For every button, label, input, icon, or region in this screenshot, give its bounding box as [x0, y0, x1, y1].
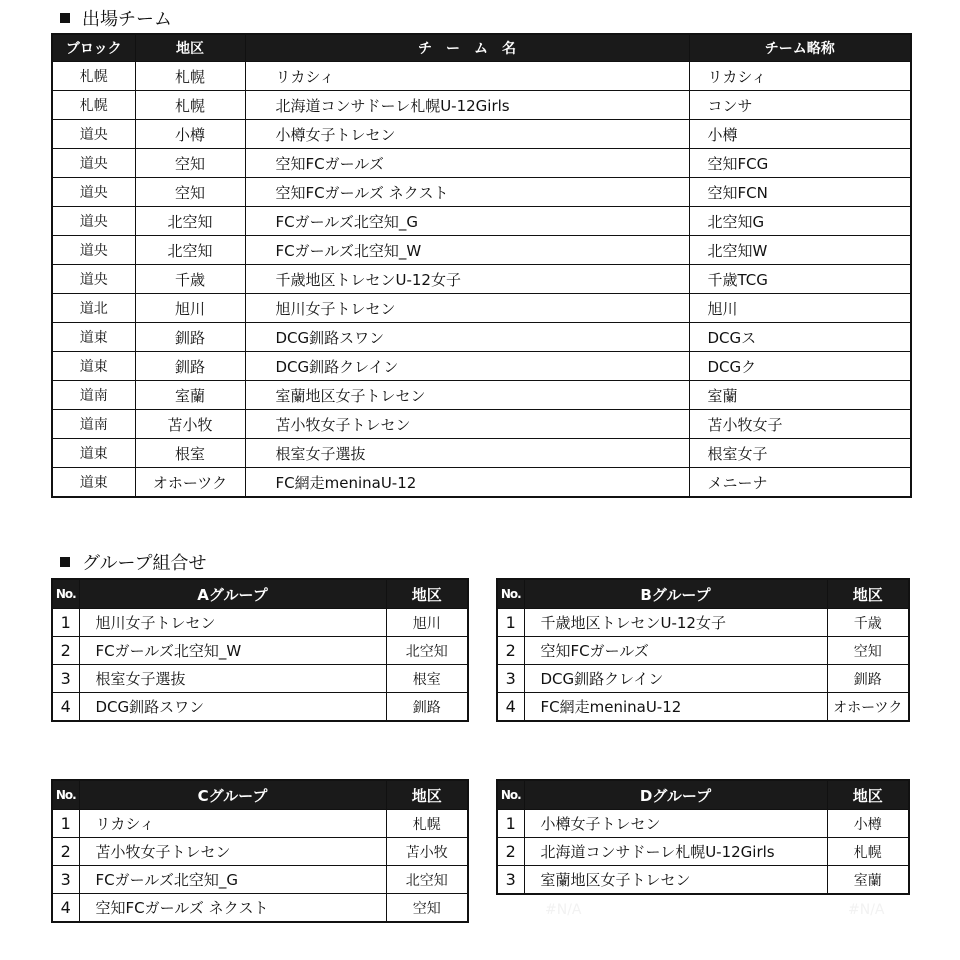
team-name-cell: 苫小牧女子トレセン: [245, 410, 689, 439]
group-name-cell: 根室女子選抜: [79, 665, 386, 693]
table-row: [52, 866, 468, 894]
table-row: [52, 894, 468, 923]
team-area-cell: 札幌: [135, 62, 245, 91]
team-abbr-cell: DCGス: [689, 323, 911, 352]
team-name-cell: 空知FCガールズ ネクスト: [245, 178, 689, 207]
team-block-cell: 道北: [52, 294, 135, 323]
team-name-cell: 千歳地区トレセンU-12女子: [245, 265, 689, 294]
team-block-cell: 道東: [52, 439, 135, 468]
team-block-cell: 道央: [52, 265, 135, 294]
group-no-cell: 3: [52, 665, 79, 693]
group-header-no: No.: [52, 780, 79, 810]
group-no-cell: 2: [52, 838, 79, 866]
group-area-cell: 北空知: [386, 637, 468, 665]
group-header-area: 地区: [386, 579, 468, 609]
table-row: [52, 838, 468, 866]
team-area-cell: 釧路: [135, 323, 245, 352]
team-name-cell: 小樽女子トレセン: [245, 120, 689, 149]
team-abbr-cell: 苫小牧女子: [689, 410, 911, 439]
table-row: [52, 439, 911, 468]
group-name-cell: FCガールズ北空知_W: [79, 637, 386, 665]
team-name-cell: FCガールズ北空知_W: [245, 236, 689, 265]
team-name-cell: 旭川女子トレセン: [245, 294, 689, 323]
group-header-no: No.: [52, 579, 79, 609]
group-no-cell: 4: [52, 894, 79, 923]
groups-section-title: グループ組合せ: [60, 553, 207, 575]
team-area-cell: 苫小牧: [135, 410, 245, 439]
group-no-cell: 1: [497, 609, 524, 637]
group-area-cell: 北空知: [386, 866, 468, 894]
group-table-header: [52, 579, 468, 609]
group-a-table: [51, 578, 469, 722]
group-header-name: Bグループ: [524, 579, 827, 609]
team-area-cell: 札幌: [135, 91, 245, 120]
group-name-cell: DCG釧路クレイン: [524, 665, 827, 693]
table-row: [52, 178, 911, 207]
group-name-cell: 旭川女子トレセン: [79, 609, 386, 637]
group-area-cell: 室蘭: [827, 866, 909, 895]
team-area-cell: 旭川: [135, 294, 245, 323]
header-team-abbr: チーム略称: [689, 34, 911, 62]
team-area-cell: 北空知: [135, 236, 245, 265]
team-block-cell: 札幌: [52, 91, 135, 120]
group-header-area: 地区: [827, 579, 909, 609]
group-name-cell: DCG釧路スワン: [79, 693, 386, 722]
group-header-area: 地区: [386, 780, 468, 810]
team-block-cell: 道央: [52, 236, 135, 265]
group-area-cell: 札幌: [386, 810, 468, 838]
team-name-cell: リカシィ: [245, 62, 689, 91]
team-abbr-cell: 空知FCN: [689, 178, 911, 207]
group-area-cell: 千歳: [827, 609, 909, 637]
group-name-cell: 千歳地区トレセンU-12女子: [524, 609, 827, 637]
group-area-cell: 空知: [827, 637, 909, 665]
group-name-cell: 小樽女子トレセン: [524, 810, 827, 838]
table-row: [52, 410, 911, 439]
group-no-cell: 2: [52, 637, 79, 665]
team-abbr-cell: メニーナ: [689, 468, 911, 498]
group-d-na-area: #N/A: [848, 902, 885, 918]
team-area-cell: 空知: [135, 149, 245, 178]
group-header-name: Aグループ: [79, 579, 386, 609]
group-table-header: [52, 780, 468, 810]
header-block: ブロック: [52, 34, 135, 62]
team-name-cell: DCG釧路スワン: [245, 323, 689, 352]
table-row: [52, 265, 911, 294]
group-header-name: Cグループ: [79, 780, 386, 810]
square-bullet-icon: [60, 557, 70, 567]
team-block-cell: 道南: [52, 410, 135, 439]
table-row: [52, 149, 911, 178]
team-area-cell: 根室: [135, 439, 245, 468]
group-header-no: No.: [497, 579, 524, 609]
team-area-cell: 千歳: [135, 265, 245, 294]
team-abbr-cell: 千歳TCG: [689, 265, 911, 294]
group-table-header: [497, 579, 909, 609]
team-abbr-cell: リカシィ: [689, 62, 911, 91]
group-name-cell: 空知FCガールズ: [524, 637, 827, 665]
team-area-cell: 室蘭: [135, 381, 245, 410]
square-bullet-icon: [60, 13, 70, 23]
team-block-cell: 道南: [52, 381, 135, 410]
teams-table: [51, 33, 912, 498]
group-area-cell: 釧路: [827, 665, 909, 693]
team-abbr-cell: 小樽: [689, 120, 911, 149]
table-row: [52, 91, 911, 120]
table-row: [52, 381, 911, 410]
group-d-table: [496, 779, 910, 895]
team-area-cell: 釧路: [135, 352, 245, 381]
group-name-cell: 苫小牧女子トレセン: [79, 838, 386, 866]
table-row: [52, 665, 468, 693]
table-row: [52, 609, 468, 637]
table-row: [52, 207, 911, 236]
group-no-cell: 3: [497, 665, 524, 693]
team-abbr-cell: 北空知G: [689, 207, 911, 236]
group-area-cell: 札幌: [827, 838, 909, 866]
group-b-table: [496, 578, 910, 722]
group-no-cell: 4: [497, 693, 524, 722]
team-block-cell: 道東: [52, 323, 135, 352]
table-row: [52, 323, 911, 352]
team-name-cell: FC網走meninaU-12: [245, 468, 689, 498]
table-row: [52, 236, 911, 265]
group-area-cell: 空知: [386, 894, 468, 923]
table-row: [52, 810, 468, 838]
table-row: [52, 120, 911, 149]
group-c-table: [51, 779, 469, 923]
group-area-cell: 苫小牧: [386, 838, 468, 866]
team-area-cell: 北空知: [135, 207, 245, 236]
group-name-cell: FC網走meninaU-12: [524, 693, 827, 722]
team-name-cell: 根室女子選抜: [245, 439, 689, 468]
group-name-cell: 室蘭地区女子トレセン: [524, 866, 827, 895]
table-row: [497, 810, 909, 838]
group-name-cell: リカシィ: [79, 810, 386, 838]
teams-table-header: [52, 34, 911, 62]
group-no-cell: 3: [52, 866, 79, 894]
team-abbr-cell: 旭川: [689, 294, 911, 323]
group-name-cell: 北海道コンサドーレ札幌U-12Girls: [524, 838, 827, 866]
group-no-cell: 4: [52, 693, 79, 722]
table-row: [52, 637, 468, 665]
team-name-cell: FCガールズ北空知_G: [245, 207, 689, 236]
group-area-cell: 小樽: [827, 810, 909, 838]
table-row: [497, 637, 909, 665]
group-area-cell: 旭川: [386, 609, 468, 637]
table-row: [52, 294, 911, 323]
table-row: [497, 866, 909, 895]
table-row: [497, 609, 909, 637]
team-block-cell: 道央: [52, 207, 135, 236]
group-no-cell: 2: [497, 838, 524, 866]
table-row: [52, 693, 468, 722]
group-no-cell: 3: [497, 866, 524, 895]
team-name-cell: 空知FCガールズ: [245, 149, 689, 178]
team-abbr-cell: DCGク: [689, 352, 911, 381]
team-abbr-cell: 根室女子: [689, 439, 911, 468]
team-area-cell: 空知: [135, 178, 245, 207]
team-abbr-cell: 空知FCG: [689, 149, 911, 178]
header-area: 地区: [135, 34, 245, 62]
group-area-cell: オホーツク: [827, 693, 909, 722]
team-abbr-cell: コンサ: [689, 91, 911, 120]
group-header-no: No.: [497, 780, 524, 810]
team-abbr-cell: 室蘭: [689, 381, 911, 410]
table-row: [497, 665, 909, 693]
team-block-cell: 道央: [52, 178, 135, 207]
team-block-cell: 道東: [52, 468, 135, 498]
group-no-cell: 1: [52, 609, 79, 637]
table-row: [497, 693, 909, 722]
table-row: [52, 468, 911, 498]
group-no-cell: 1: [52, 810, 79, 838]
group-area-cell: 釧路: [386, 693, 468, 722]
group-d-na-name: #N/A: [545, 902, 582, 918]
team-block-cell: 札幌: [52, 62, 135, 91]
header-team-name: チ ー ム 名: [245, 34, 689, 62]
team-name-cell: 北海道コンサドーレ札幌U-12Girls: [245, 91, 689, 120]
team-area-cell: 小樽: [135, 120, 245, 149]
table-row: [52, 352, 911, 381]
group-name-cell: 空知FCガールズ ネクスト: [79, 894, 386, 923]
group-no-cell: 1: [497, 810, 524, 838]
group-header-name: Dグループ: [524, 780, 827, 810]
team-abbr-cell: 北空知W: [689, 236, 911, 265]
group-name-cell: FCガールズ北空知_G: [79, 866, 386, 894]
team-name-cell: DCG釧路クレイン: [245, 352, 689, 381]
group-header-area: 地区: [827, 780, 909, 810]
team-block-cell: 道央: [52, 149, 135, 178]
team-block-cell: 道央: [52, 120, 135, 149]
team-name-cell: 室蘭地区女子トレセン: [245, 381, 689, 410]
group-table-header: [497, 780, 909, 810]
table-row: [497, 838, 909, 866]
group-no-cell: 2: [497, 637, 524, 665]
teams-section-title: 出場チーム: [60, 9, 172, 31]
team-area-cell: オホーツク: [135, 468, 245, 498]
table-row: [52, 62, 911, 91]
team-block-cell: 道東: [52, 352, 135, 381]
group-area-cell: 根室: [386, 665, 468, 693]
